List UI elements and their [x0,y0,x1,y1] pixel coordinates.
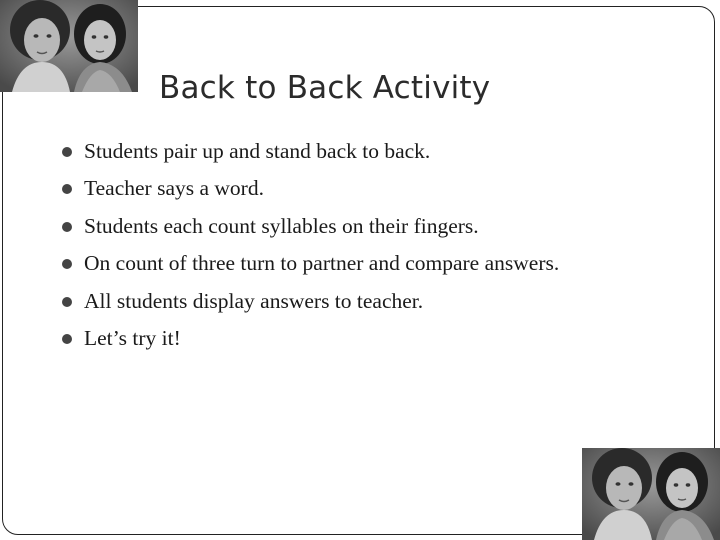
bullet-text: Teacher says a word. [84,176,264,201]
bullet-dot-icon [62,184,72,194]
children-photo-top-graphic [0,0,138,92]
bullet-dot-icon [62,297,72,307]
children-photo-bottom-graphic [582,448,720,540]
bullet-text: On count of three turn to partner and compare answers. [84,251,560,276]
bullet-text: Students each count syllables on their fingers. [84,213,479,238]
bullet-item [62,245,559,282]
bullet-item [62,283,559,320]
bullet-dot-icon [62,259,72,269]
bullet-text: All students display answers to teacher. [84,288,424,313]
bullet-dot-icon [62,222,72,232]
children-photo-bottom [582,448,720,540]
bullet-list [62,133,559,357]
bullet-item [62,320,559,357]
bullet-text: Students pair up and stand back to back. [84,139,431,163]
bullet-item [62,133,559,170]
bullet-item [62,170,559,207]
children-photo-top [0,0,138,92]
bullet-dot-icon [62,147,72,157]
slide-title: Back to Back Activity [159,70,491,106]
bullet-dot-icon [62,334,72,344]
bullet-item [62,208,559,245]
bullet-text: Let’s try it! [84,325,181,350]
